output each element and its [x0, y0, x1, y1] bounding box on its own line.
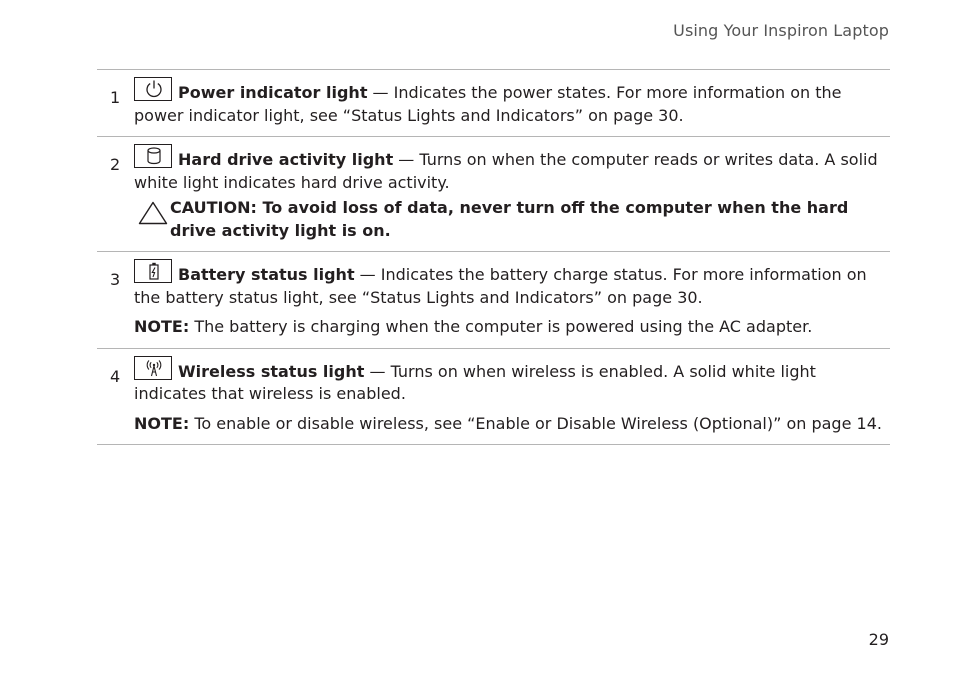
note [134, 413, 890, 436]
note-label: NOTE: [134, 413, 190, 433]
item-term: Hard drive activity light [178, 150, 394, 169]
item-description [134, 356, 890, 406]
item-text: — Indicates the battery charge status. For more information on the battery status light, see “Status Lights and Indicators” on page 30. [134, 265, 867, 307]
power-icon [134, 77, 172, 101]
note [134, 316, 890, 339]
running-head: Using Your Inspiron Laptop [673, 21, 889, 40]
table-row [97, 137, 890, 252]
item-number: 2 [110, 155, 121, 174]
table-row [97, 70, 890, 137]
table-row [97, 252, 890, 349]
caution-text: CAUTION: To avoid loss of data, never turn off the computer when the hard drive activity light is on. [170, 198, 849, 240]
caution-icon [138, 201, 168, 225]
hard-drive-icon [134, 144, 172, 168]
item-text: — Turns on when wireless is enabled. A solid white light indicates that wireless is enabled. [134, 361, 816, 403]
caution-notice [134, 197, 890, 242]
note-text: To enable or disable wireless, see “Enable or Disable Wireless (Optional)” on page 14. [189, 413, 882, 433]
note-label: NOTE: [134, 317, 190, 336]
item-description [134, 77, 890, 127]
item-description [134, 144, 890, 194]
status-lights-table [97, 69, 890, 445]
battery-icon [134, 259, 172, 283]
page-number: 29 [868, 630, 889, 649]
table-row [97, 349, 890, 446]
item-term: Wireless status light [178, 361, 365, 381]
item-text: — Indicates the power states. For more information on the power indicator light, see “Status Lights and Indicators” on page 30. [134, 83, 842, 125]
item-term: Battery status light [178, 265, 355, 284]
item-number: 1 [110, 88, 121, 107]
item-description [134, 259, 890, 309]
wireless-icon [134, 356, 172, 380]
note-text: The battery is charging when the computer is powered using the AC adapter. [189, 317, 813, 336]
item-number: 3 [110, 270, 121, 289]
item-term: Power indicator light [178, 83, 368, 102]
item-number: 4 [110, 366, 121, 386]
item-text: — Turns on when the computer reads or writes data. A solid white light indicates hard drive activity. [134, 150, 878, 192]
